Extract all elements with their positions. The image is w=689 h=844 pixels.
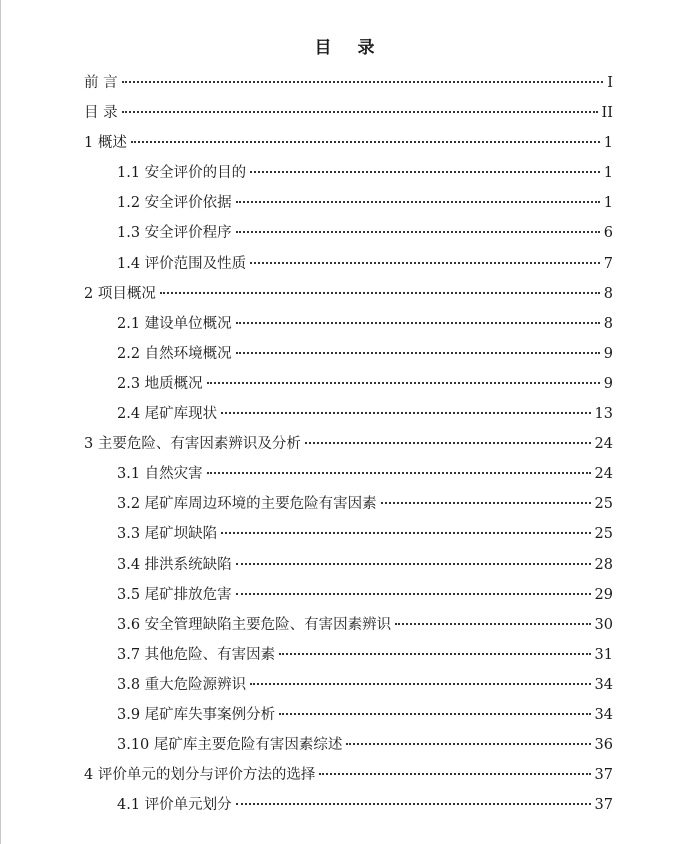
toc-entry-page-number: 37 [594, 797, 613, 814]
toc-entry[interactable] [0, 489, 689, 519]
toc-entry-label: 前 言 [84, 75, 118, 91]
toc-entry[interactable] [0, 309, 689, 339]
toc-entry-page-number: 13 [594, 406, 613, 423]
toc-entry-label: 2.4 尾矿库现状 [117, 406, 218, 423]
toc-entry-page-number: 25 [594, 526, 613, 543]
toc-dot-leader [236, 593, 591, 595]
toc-entry-page-number: 8 [603, 315, 613, 332]
toc-dot-leader [122, 111, 598, 113]
toc-entry-page-number: 6 [603, 225, 613, 242]
toc-entry-page-number: 34 [594, 676, 613, 693]
toc-dot-leader [250, 683, 590, 685]
toc-entry[interactable] [0, 98, 689, 128]
toc-entry-label: 4 评价单元的划分与评价方法的选择 [84, 767, 316, 784]
toc-dot-leader [236, 563, 591, 565]
toc-entry-label: 4.1 评价单元划分 [117, 797, 232, 814]
toc-entry[interactable] [0, 580, 689, 610]
toc-entry-label: 3.1 自然灾害 [117, 466, 203, 483]
toc-entry-page-number: 29 [594, 586, 613, 603]
toc-entry-page-number: 36 [594, 737, 613, 754]
toc-entry[interactable] [0, 670, 689, 700]
toc-entry-label: 2.2 自然环境概况 [117, 345, 232, 362]
toc-entry[interactable] [0, 790, 689, 820]
toc-entry[interactable] [0, 249, 689, 279]
toc-entry-label: 3 主要危险、有害因素辨识及分析 [84, 436, 301, 453]
toc-dot-leader [250, 171, 600, 173]
toc-title: 目 录 [314, 38, 385, 58]
toc-dot-leader [279, 713, 590, 715]
toc-entry[interactable] [0, 459, 689, 489]
toc-entry-page-number: 25 [594, 496, 613, 513]
toc-entry-label: 1.2 安全评价依据 [117, 195, 232, 212]
toc-entry-page-number: 28 [594, 556, 613, 573]
toc-dot-leader [279, 653, 590, 655]
toc-entry-label: 1.4 评价范围及性质 [117, 255, 247, 272]
toc-entry-label: 3.10 尾矿库主要危险有害因素综述 [117, 737, 343, 754]
toc-dot-leader [319, 773, 590, 775]
toc-entry-label: 1.1 安全评价的目的 [117, 165, 247, 182]
toc-entry-label: 3.9 尾矿库失事案例分析 [117, 706, 276, 723]
toc-entry-label: 3.2 尾矿库周边环境的主要危险有害因素 [117, 496, 377, 513]
toc-entry[interactable] [0, 158, 689, 188]
toc-entry[interactable] [0, 339, 689, 369]
toc-entry-page-number: 30 [594, 616, 613, 633]
toc-dot-leader [131, 141, 600, 143]
toc-entry[interactable] [0, 519, 689, 549]
toc-dot-leader [381, 502, 591, 504]
toc-entry-label: 目 录 [84, 105, 118, 122]
toc-dot-leader [236, 231, 600, 233]
toc-entry-label: 3.7 其他危险、有害因素 [117, 646, 276, 663]
toc-entry[interactable] [0, 550, 689, 580]
toc-entry-label: 3.8 重大危险源辨识 [117, 676, 247, 693]
toc-dot-leader [395, 623, 590, 625]
toc-dot-leader [250, 262, 600, 264]
toc-dot-leader [236, 803, 591, 805]
toc-entry-label: 3.5 尾矿排放危害 [117, 586, 232, 603]
toc-entry-page-number: 37 [594, 767, 613, 784]
toc-dot-leader [221, 532, 590, 534]
toc-entry[interactable] [0, 68, 689, 98]
toc-entry[interactable] [0, 429, 689, 459]
toc-entry[interactable] [0, 369, 689, 399]
toc-entry[interactable] [0, 128, 689, 158]
toc-list [0, 68, 689, 820]
toc-dot-leader [236, 201, 600, 203]
toc-entry[interactable] [0, 279, 689, 309]
toc-dot-leader [207, 382, 600, 384]
toc-entry-page-number: 1 [603, 165, 613, 182]
toc-entry-page-number: 34 [594, 706, 613, 723]
toc-entry[interactable] [0, 218, 689, 248]
toc-entry[interactable] [0, 730, 689, 760]
toc-entry-page-number: 8 [603, 285, 613, 302]
toc-dot-leader [207, 472, 591, 474]
toc-entry-page-number: 9 [603, 345, 613, 362]
toc-entry-label: 3.4 排洪系统缺陷 [117, 556, 232, 573]
toc-entry-label: 2.3 地质概况 [117, 375, 203, 392]
toc-entry-page-number: 1 [603, 135, 613, 152]
toc-entry-label: 3.6 安全管理缺陷主要危险、有害因素辨识 [117, 616, 392, 633]
toc-entry-page-number: 7 [603, 255, 613, 272]
toc-entry-page-number: 9 [603, 375, 613, 392]
toc-dot-leader [305, 442, 591, 444]
toc-entry-label: 1 概述 [84, 135, 127, 152]
toc-entry[interactable] [0, 640, 689, 670]
toc-entry-page-number: 31 [594, 646, 613, 663]
toc-entry-page-number: II [601, 105, 613, 122]
toc-entry[interactable] [0, 760, 689, 790]
toc-entry-page-number: I [607, 75, 613, 91]
toc-entry-label: 1.3 安全评价程序 [117, 225, 232, 242]
toc-dot-leader [160, 292, 600, 294]
toc-entry[interactable] [0, 188, 689, 218]
toc-entry[interactable] [0, 700, 689, 730]
toc-entry-page-number: 24 [594, 466, 613, 483]
toc-entry[interactable] [0, 399, 689, 429]
toc-dot-leader [236, 322, 600, 324]
toc-entry[interactable] [0, 610, 689, 640]
toc-entry-label: 2 项目概况 [84, 285, 156, 302]
toc-entry-page-number: 24 [594, 436, 613, 453]
toc-entry-label: 3.3 尾矿坝缺陷 [117, 526, 218, 543]
toc-entry-label: 2.1 建设单位概况 [117, 315, 232, 332]
toc-dot-leader [236, 352, 600, 354]
toc-dot-leader [221, 412, 590, 414]
toc-dot-leader [346, 743, 590, 745]
toc-entry-page-number: 1 [603, 195, 613, 212]
toc-dot-leader [122, 81, 604, 83]
